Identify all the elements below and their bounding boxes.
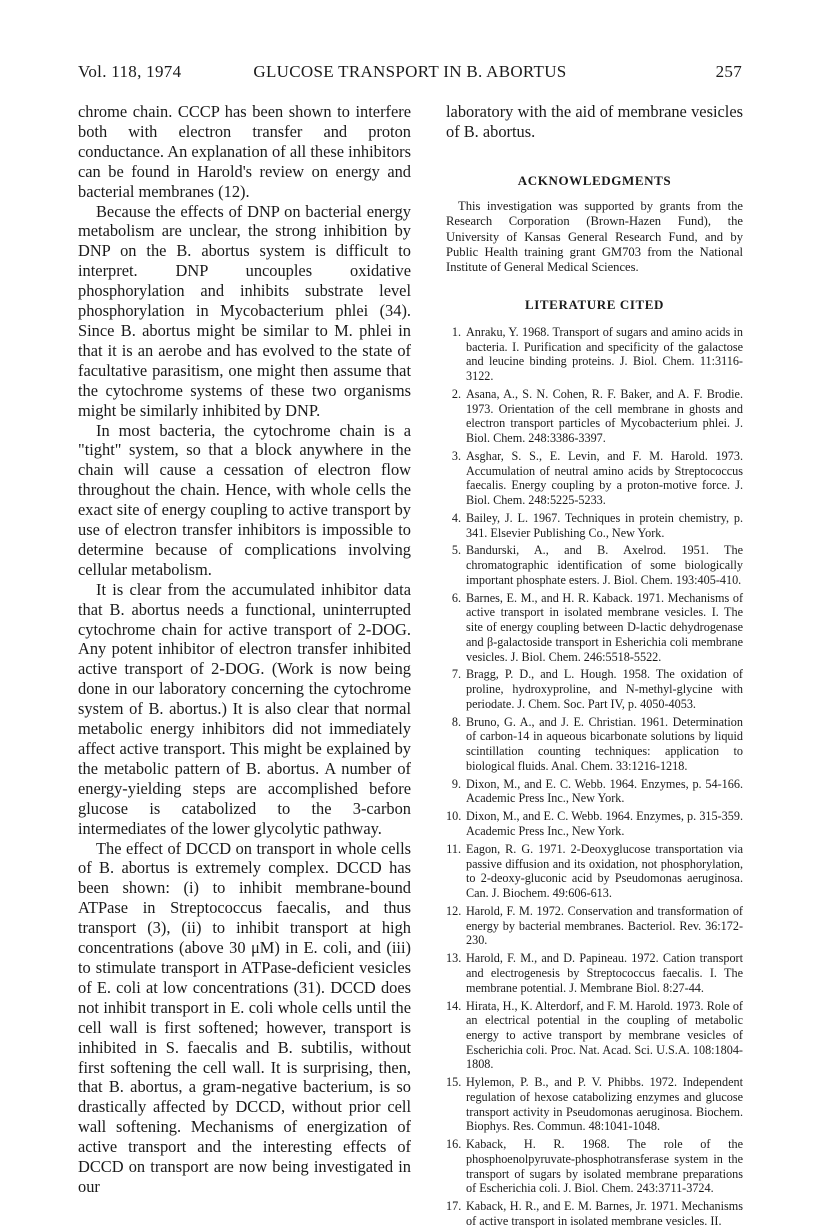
reference-text: Asana, A., S. N. Cohen, R. F. Baker, and A. F. Brodie. 1973. Orientation of the cell membrane in ghosts and electron transport particles of Mycobacterium phlei. J. Biol. Chem. 248:3386-3397.: [466, 386, 743, 445]
reference-text: Barnes, E. M., and H. R. Kaback. 1971. Mechanisms of active transport in isolated membrane vesicles. I. The site of energy coupling between D-lactic dehydrogenase and β-galactoside transport in Esherichia coli membrane vesicles. J. Biol. Chem. 246:5518-5522.: [466, 590, 743, 664]
reference-item: [446, 449, 743, 508]
running-header: [78, 62, 742, 86]
reference-item: [446, 543, 743, 587]
reference-text: Harold, F. M. 1972. Conservation and transformation of energy by bacterial membranes. Bacteriol. Rev. 36:172-230.: [466, 903, 743, 948]
reference-item: [446, 1137, 743, 1196]
reference-item: [446, 715, 743, 774]
body-paragraph: In most bacteria, the cytochrome chain is a "tight" system, so that a block anywhere in the chain will cause a cessation of electron flow throughout the chain. Hence, with whole cells the exact site of energy coupling to active transport by use of electron transfer inhibitors is impossible to determine because of complications involving cellular metabolism.: [78, 420, 411, 579]
reference-item: [446, 511, 743, 540]
reference-number: 1.: [451, 324, 461, 339]
reference-item: [446, 1199, 743, 1228]
right-column: [446, 102, 743, 1232]
reference-number: 13.: [446, 951, 462, 966]
reference-text: Kaback, H. R., and E. M. Barnes, Jr. 1971. Mechanisms of active transport in isolated membrane vesicles. II.: [466, 1199, 743, 1228]
reference-number: 9.: [451, 776, 461, 791]
reference-number: 11.: [446, 841, 461, 856]
reference-text: Bruno, G. A., and J. E. Christian. 1961. Determination of carbon-14 in aqueous bicarbonate solutions by liquid scintillation counting techniques: application to biological fluids. Anal. Chem. 33:1216-1218.: [466, 714, 743, 773]
reference-text: Asghar, S. S., E. Levin, and F. M. Harold. 1973. Accumulation of neutral amino acids by Streptococcus faecalis. Energy coupling by a proton-motive force. J. Biol. Chem. 248:5225-5233.: [466, 448, 743, 507]
body-paragraph: Because the effects of DNP on bacterial energy metabolism are unclear, the strong inhibition by DNP on the B. abortus system is difficult to interpret. DNP uncouples oxidative phosphorylation and inhibits substrate level phosphorylation in Mycobacterium phlei (34). Since B. abortus might be similar to M. phlei in that it is an aerobe and has evolved to the state of facultative parasitism, one might then assume that the cytochrome systems of these two organisms might be similarly inhibited by DNP.: [78, 201, 411, 420]
reference-item: [446, 325, 743, 384]
reference-number: 8.: [451, 714, 461, 729]
reference-item: [446, 591, 743, 665]
reference-item: [446, 951, 743, 995]
reference-text: Dixon, M., and E. C. Webb. 1964. Enzymes, p. 315-359. Academic Press Inc., New York.: [466, 809, 743, 839]
acknowledgments-text: This investigation was supported by grants from the Research Corporation (Brown-Hazen Fund), the University of Kansas General Research Fund, and by Public Health training grant GM703 from the National Institute of General Medical Sciences.: [446, 198, 743, 275]
acknowledgments-heading: ACKNOWLEDGMENTS: [517, 172, 672, 188]
reference-item: [446, 387, 743, 446]
body-paragraph: It is clear from the accumulated inhibitor data that B. abortus needs a functional, uninterrupted cytochrome chain for active transport of 2-DOG. Any potent inhibitor of electron transfer inhibited active transport of 2-DOG. (Work is now being done in our laboratory concerning the cytochrome system of B. abortus.) It is also clear that normal metabolic energy inhibitors did not immediately affect active transport. This might be explained by the metabolic pattern of B. abortus. A number of energy-yielding steps are accomplished before glucose is catabolized to the 3-carbon intermediates of the lower glycolytic pathway.: [78, 579, 411, 838]
reference-text: Dixon, M., and E. C. Webb. 1964. Enzymes, p. 54-166. Academic Press Inc., New York.: [466, 776, 743, 806]
literature-cited-heading: LITERATURE CITED: [524, 296, 665, 312]
reference-number: 17.: [446, 1199, 462, 1214]
running-title: GLUCOSE TRANSPORT IN B. ABORTUS: [253, 62, 567, 81]
reference-item: [446, 842, 743, 901]
volume-label: Vol. 118, 1974: [78, 62, 182, 81]
reference-text: Bragg, P. D., and L. Hough. 1958. The oxidation of proline, hydroxyproline, and N-methyl-glycine with periodate. J. Chem. Soc. Part IV, p. 4050-4053.: [466, 667, 743, 711]
reference-text: Eagon, R. G. 1971. 2-Deoxyglucose transportation via passive diffusion and its oxidation, not phosphorylation, to 2-deoxy-gluconic acid by Pseudomonas aeruginosa. Can. J. Biochem. 49:606-613.: [466, 841, 743, 901]
reference-text: Hirata, H., K. Alterdorf, and F. M. Harold. 1973. Role of an electrical potential in the coupling of metabolic energy to active transport by membrane vesicles of Escherichia coli. Proc. Nat. Acad. Sci. U.S.A. 108:1804-1808.: [466, 998, 743, 1072]
reference-item: [446, 667, 743, 711]
reference-number: 6.: [451, 590, 461, 605]
reference-number: 15.: [446, 1075, 462, 1090]
reference-text: Bandurski, A., and B. Axelrod. 1951. The chromatographic identification of some biologically important phosphate esters. J. Biol. Chem. 193:405-410.: [466, 543, 743, 587]
left-column: [78, 102, 411, 1197]
body-paragraph: chrome chain. CCCP has been shown to interfere both with electron transfer and proton conductance. An explanation of all these inhibitors can be found in Harold's review on energy and bacterial membranes (12).: [78, 102, 411, 201]
reference-number: 10.: [446, 809, 462, 824]
continued-paragraph: laboratory with the aid of membrane vesicles of B. abortus.: [446, 102, 743, 141]
reference-text: Bailey, J. L. 1967. Techniques in protein chemistry, p. 341. Elsevier Publishing Co., New York.: [466, 510, 743, 540]
reference-number: 14.: [446, 998, 462, 1013]
reference-item: [446, 809, 743, 838]
reference-item: [446, 777, 743, 806]
reference-item: [446, 904, 743, 948]
reference-text: Hylemon, P. B., and P. V. Phibbs. 1972. Independent regulation of hexose catabolizing enzymes and glucose transport activity in Pseudomonas aeruginosa. Biochem. Biophys. Res. Commun. 48:1041-1048.: [466, 1075, 743, 1134]
reference-list: [446, 325, 743, 1229]
reference-number: 4.: [451, 510, 461, 525]
page-number: 257: [715, 62, 742, 81]
reference-text: Harold, F. M., and D. Papineau. 1972. Cation transport and electrogenesis by Streptococcus faecalis. I. The membrane potential. J. Membrane Biol. 8:27-44.: [466, 951, 743, 995]
reference-number: 2.: [451, 386, 461, 401]
reference-item: [446, 999, 743, 1073]
reference-number: 3.: [451, 448, 461, 463]
reference-number: 5.: [451, 543, 461, 558]
reference-number: 16.: [446, 1137, 462, 1152]
reference-text: Kaback, H. R. 1968. The role of the phosphoenolpyruvate-phosphotransferase system in the transport of sugars by isolated membrane preparations of Escherichia coli. J. Biol. Chem. 243:3711-3724.: [466, 1137, 743, 1196]
body-paragraph: The effect of DCCD on transport in whole cells of B. abortus is extremely complex. DCCD has been shown: (i) to inhibit membrane-bound ATPase in Streptococcus faecalis, and thus transport (3), (ii) to inhibit transport at high concentrations (above 30 μM) in E. coli, and (iii) to stimulate transport in ATPase-deficient vesicles of E. coli at low concentrations (31). DCCD does not inhibit transport in E. coli whole cells until the cell wall is first softened; however, transport is inhibited in S. faecalis and B. subtilis, without first softening the cell wall. It is surprising, then, that B. abortus, a gram-negative bacterium, is so drastically affected by DCCD, without prior cell wall softening. Mechanisms of energization of active transport and the interesting effects of DCCD on transport are now being investigated in our: [78, 838, 411, 1196]
reference-number: 7.: [451, 667, 461, 682]
reference-item: [446, 1075, 743, 1134]
reference-number: 12.: [446, 903, 462, 918]
reference-text: Anraku, Y. 1968. Transport of sugars and amino acids in bacteria. I. Purification and specificity of the galactose and leucine binding proteins. J. Biol. Chem. 11:3116-3122.: [466, 324, 743, 383]
